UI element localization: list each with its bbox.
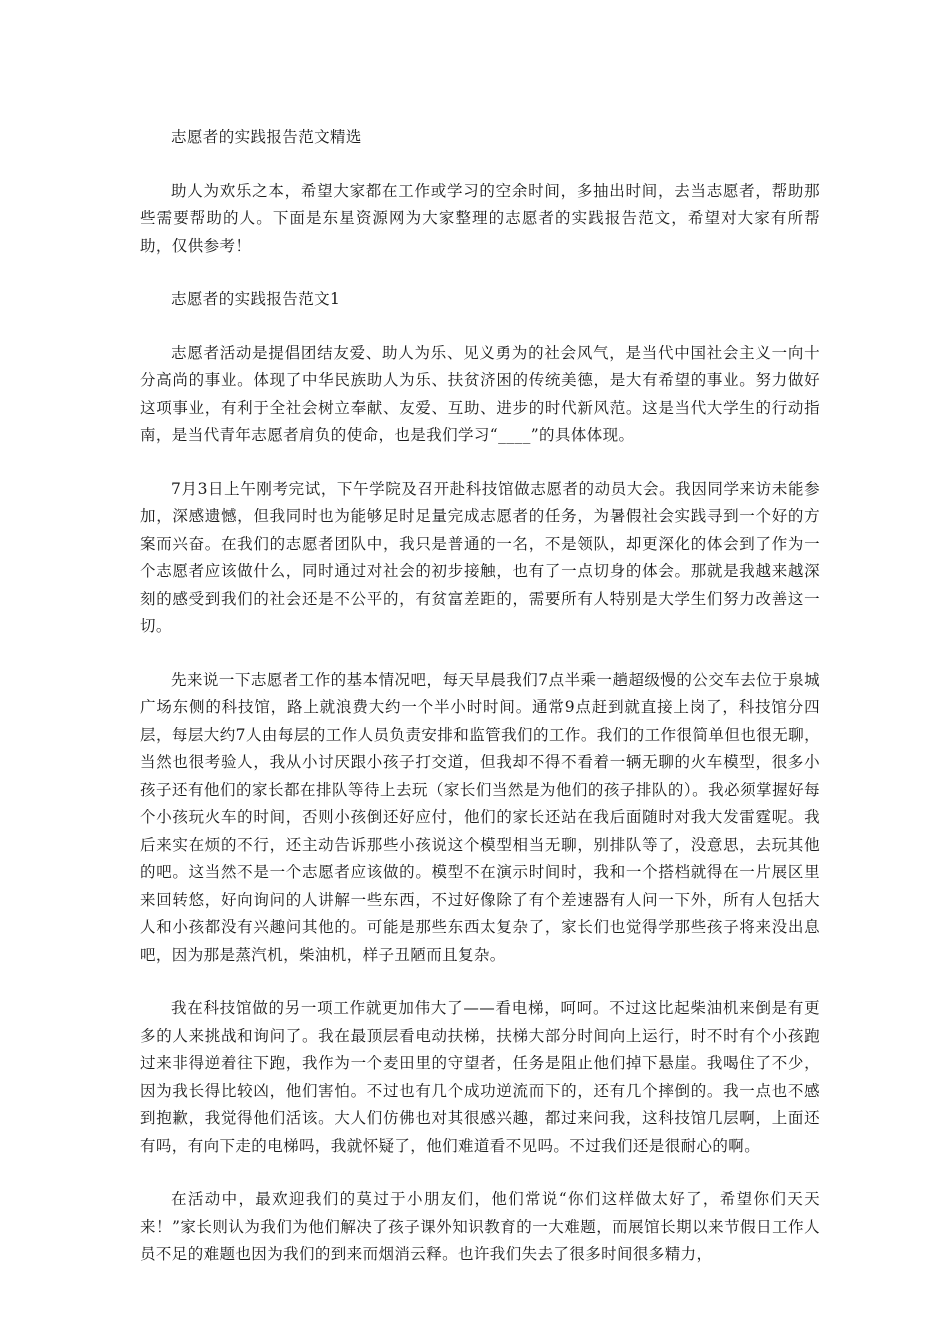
body-paragraph-2: 7月3日上午刚考完试，下午学院及召开赴科技馆做志愿者的动员大会。我因同学来访未能参加，深感遗憾，但我同时也为能够足时足量完成志愿者的任务，为暑假社会实践寻到一个好的方案而兴奋。在我们的志愿者团队中，我只是普通的一名，不是领队，却更深化的体会到了作为一个志愿者应该做什么，同时通过对社会的初步接触，也有了一点切身的体会。那就是我越来越深刻的感受到我们的社会还是不公平的，有贫富差距的，需要所有人特别是大学生们努力改善这一切。 (140, 479, 820, 635)
document-body (140, 124, 820, 1295)
section-title: 志愿者的实践报告范文1 (171, 290, 341, 308)
body-paragraph-4: 我在科技馆做的另一项工作就更加伟大了——看电梯，呵呵。不过这比起柴油机来倒是有更多的人来挑战和询问了。我在最顶层看电动扶梯，扶梯大部分时间向上运行，时不时有个小孩跑过来非得逆着往下跑，我作为一个麦田里的守望者，任务是阻止他们掉下悬崖。我喝住了不少，因为我长得比较凶，他们害怕。不过也有几个成功逆流而下的，还有几个摔倒的。我一点也不感到抱歉，我觉得他们活该。大人们仿佛也对其很感兴趣，都过来问我，这科技馆几层啊，上面还有吗，有向下走的电梯吗，我就怀疑了，他们难道看不见吗。不过我们还是很耐心的啊。 (140, 999, 820, 1155)
body-paragraph-3: 先来说一下志愿者工作的基本情况吧，每天早晨我们7点半乘一趟超级慢的公交车去位于泉城广场东侧的科技馆，路上就浪费大约一个半小时时间。通常9点赶到就直接上岗了，科技馆分四层，每层大约7人由每层的工作人员负责安排和监管我们的工作。我们的工作很简单但也很无聊，当然也很考验人，我从小讨厌跟小孩子打交道，但我却不得不看着一辆无聊的火车模型，很多小孩子还有他们的家长都在排队等待上去玩（家长们当然是为他们的孩子排队的）。我必须掌握好每个小孩玩火车的时间，否则小孩倒还好应付，他们的家长还站在我后面随时对我大发雷霆呢。我后来实在烦的不行，还主动告诉那些小孩说这个模型相当无聊，别排队等了，没意思，去玩其他的吧。这当然不是一个志愿者应该做的。模型不在演示时间时，我和一个搭档就得在一片展区里来回转悠，好向询问的人讲解一些东西，不过好像除了有个差速器有人问一下外，所有人包括大人和小孩都没有兴趣问其他的。可能是那些东西太复杂了，家长们也觉得学那些孩子将来没出息吧，因为那是蒸汽机，柴油机，样子丑陋而且复杂。 (140, 670, 820, 964)
body-paragraph-1: 志愿者活动是提倡团结友爱、助人为乐、见义勇为的社会风气，是当代中国社会主义一向十分高尚的事业。体现了中华民族助人为乐、扶贫济困的传统美德，是大有希望的事业。努力做好这项事业，有利于全社会树立奉献、友爱、互助、进步的时代新风范。这是当代大学生的行动指南，是当代青年志愿者肩负的使命，也是我们学习“____”的具体体现。 (140, 343, 820, 444)
body-paragraph-5: 在活动中，最欢迎我们的莫过于小朋友们，他们常说“你们这样做太好了，希望你们天天来！”家长则认为我们为他们解决了孩子课外知识教育的一大难题，而展馆长期以来节假日工作人员不足的难题也因为我们的到来而烟消云释。也许我们失去了很多时间很多精力， (140, 1190, 820, 1263)
intro-paragraph: 助人为欢乐之本，希望大家都在工作或学习的空余时间，多抽出时间，去当志愿者，帮助那些需要帮助的人。下面是东星资源网为大家整理的志愿者的实践报告范文，希望对大家有所帮助，仅供参考！ (140, 181, 820, 255)
document-title: 志愿者的实践报告范文精选 (171, 128, 362, 146)
